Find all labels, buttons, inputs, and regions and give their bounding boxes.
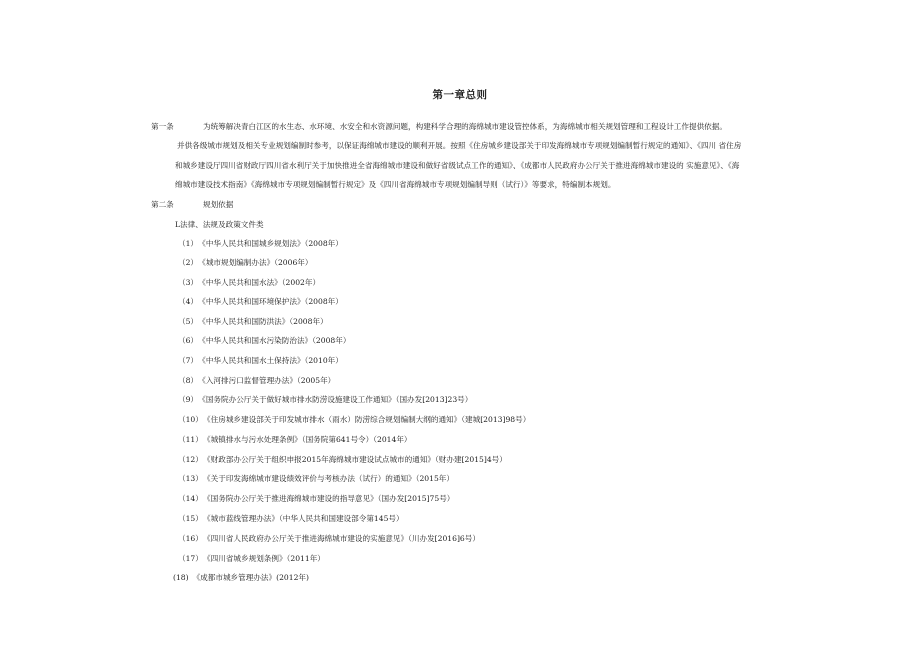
list-item-text: 《中华人民共和国水法》（2002年） <box>202 278 321 287</box>
list-item-number: （13） <box>178 474 203 483</box>
list-item-text: 《入河排污口监督管理办法》（2005年） <box>202 376 336 385</box>
list-item-text: 《城市蓝线管理办法》（中华人民共和国建设部令第145号） <box>206 514 404 523</box>
list-item-number: （7） <box>178 356 199 365</box>
list-item-number: （2） <box>178 258 199 267</box>
list-item <box>178 376 335 386</box>
list-item <box>178 494 454 504</box>
list-item <box>178 415 530 425</box>
list-item-text: 《四川省人民政府办公厅关于推进海绵城市建设的实施意见》（川办发[2016]6号） <box>206 534 480 543</box>
list-item-text: 《国务院办公厅关于推进海绵城市建设的指导意见》（国办发[2015]75号） <box>206 494 455 503</box>
list-item <box>178 317 328 327</box>
list-item-text: 《中华人民共和国水土保持法》（2010年） <box>202 356 343 365</box>
list-item-number: （16） <box>178 534 203 543</box>
list-item-number: （3） <box>178 278 199 287</box>
article-2-label: 第二条 <box>151 200 174 209</box>
list-item-number: （8） <box>178 376 199 385</box>
list-item <box>178 455 507 465</box>
list-item-text: 《中华人民共和国防洪法》（2008年） <box>202 317 328 326</box>
article-2-subheading: L法律、法规及政策文件类 <box>175 220 264 229</box>
list-item <box>178 356 343 366</box>
list-item-text: 《城市规划编制办法》（2006年） <box>202 258 313 267</box>
article-1-line-3: 和城乡建设厅四川省财政厅四川省水利厅关于加快推进全省海绵城市建设和做好省级试点工作的通知》、《成都市人民政府办公厅关于推进海绵城市建设的 实施意见》、《海 <box>175 161 740 170</box>
article-1-line-4: 绵城市建设技术指南》《海绵城市专项规划编制暂行规定》及《四川省海绵城市专项规划编制导则（试行）》等要求，特编制本规划。 <box>175 180 616 189</box>
list-item-text: 《城镇排水与污水处理条例》（国务院第641号令）（2014年） <box>206 435 412 444</box>
list-item-number: （1） <box>178 239 199 248</box>
article-1-label: 第一条 <box>151 122 174 131</box>
list-item <box>178 258 312 268</box>
list-item-text: 《中华人民共和国环境保护法》（2008年） <box>202 297 343 306</box>
list-item <box>173 573 309 583</box>
list-item-number: （11） <box>178 435 203 444</box>
list-item-number: （15） <box>178 514 203 523</box>
list-item-text: 《国务院办公厅关于做好城市排水防涝设施建设工作通知》（国办发[2013]23号） <box>202 395 473 404</box>
list-item-number: （14） <box>178 494 203 503</box>
article-1-line-2: 并供各级城市规划及相关专业规划编制时参考，以保证海绵城市建设的顺利开展。按照《住房城乡建设部关于印发海绵城市专项规划编制暂行规定的通知》、《四川 省住房 <box>177 141 742 150</box>
list-item-number: (18) <box>173 573 189 582</box>
list-item-text: 《住房城乡建设部关于印发城市排水（雨水）防涝综合规划编制大纲的通知》（建城[2013]98号） <box>206 415 531 424</box>
list-item-text: 《关于印发海绵城市建设绩效评价与考核办法（试行）的通知》（2015年） <box>206 474 454 483</box>
list-item <box>178 395 472 405</box>
list-item-number: （4） <box>178 297 199 306</box>
list-item <box>178 297 343 307</box>
list-item-text: 《中华人民共和国水污染防治法》（2008年） <box>202 336 351 345</box>
list-item <box>178 554 325 564</box>
list-item-number: （6） <box>178 336 199 345</box>
list-item <box>178 474 454 484</box>
list-item-number: （5） <box>178 317 199 326</box>
list-item <box>178 514 404 524</box>
list-item-text: 《财政部办公厅关于组织申报2015年海绵城市建设试点城市的通知》（财办建[2015]4号） <box>206 455 507 464</box>
article-1-line-1: 为统筹解决青白江区的水生态、水环境、水安全和水资源问题，构建科学合理的海绵城市建设管控体系，为海绵城市相关规划管理和工程设计工作提供依据。 <box>203 122 727 131</box>
list-item-text: 《四川省城乡规划条例》（2011年） <box>206 554 325 563</box>
list-item-text: 《成都市城乡管理办法》(2012年) <box>192 573 309 582</box>
list-item <box>178 534 480 544</box>
list-item <box>178 278 320 288</box>
list-item-number: （12） <box>178 455 203 464</box>
list-item-number: （17） <box>178 554 203 563</box>
article-2-heading: 规划依据 <box>203 200 234 209</box>
list-item-text: 《中华人民共和国城乡规划法》（2008年） <box>202 239 343 248</box>
chapter-title: 第一章总则 <box>432 89 488 101</box>
list-item <box>178 336 350 346</box>
list-item <box>178 239 343 249</box>
list-item-number: （9） <box>178 395 199 404</box>
list-item-number: （10） <box>178 415 203 424</box>
list-item <box>178 435 412 445</box>
